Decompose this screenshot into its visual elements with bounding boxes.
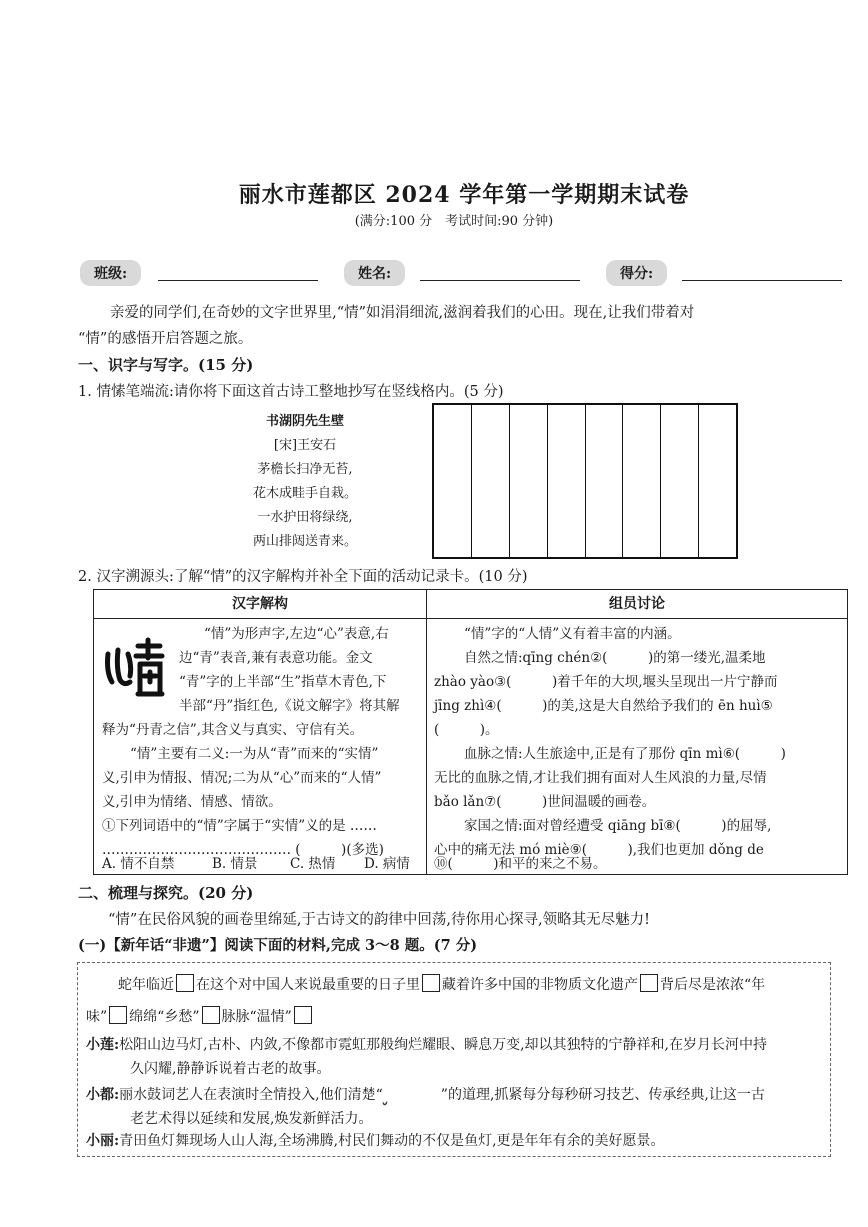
- card-col2-header: 组员讨论: [609, 596, 665, 612]
- left-text: 义,引申为情绪、情感、情欲。: [102, 794, 282, 810]
- left-text: “青”字的上半部“生”指草木青色,下: [179, 674, 387, 690]
- right-text: 血脉之情:人生旅途中,正是有了那份 qīn mì⑥( ): [464, 746, 786, 762]
- punctuation-box[interactable]: [109, 1006, 127, 1024]
- exam-title: 丽水市莲都区 2024 学年第一学期期末试卷: [238, 182, 690, 208]
- speaker-name: 小丽:: [86, 1133, 120, 1149]
- right-text: 家国之情:面对曾经遭受 qiāng bī⑧( )的屈辱,: [464, 818, 772, 834]
- poem-line: 一水护田将绿绕,: [257, 510, 353, 525]
- class-input-line[interactable]: [158, 258, 318, 281]
- subquestion-1: ①下列词语中的“情”字属于“实情”义的是 ……: [102, 818, 377, 834]
- question-1: 1. 情愫笔端流:请你将下面这首古诗工整地抄写在竖线格内。(5 分): [78, 384, 504, 400]
- option-d[interactable]: D. 病情: [364, 856, 410, 872]
- punctuation-box[interactable]: [176, 974, 194, 992]
- section2-intro: “情”在民俗风貌的画卷里绵延,于古诗文的韵律中回荡,待你用心探寻,领略其无尽魅力!: [108, 912, 650, 928]
- section1-heading: 一、识字与写字。(15 分): [78, 356, 254, 374]
- class-label: 班级:: [80, 260, 141, 286]
- segment: 味”: [86, 1009, 108, 1025]
- segment: 在这个对中国人来说最重要的日子里: [196, 977, 420, 993]
- segment: ”的道理,抓紧每分每秒研习技艺、传承经典,让这一古: [440, 1087, 765, 1103]
- right-text: 心中的痛无法 mó miè⑨( ),我们也更加 dǒng de: [434, 842, 764, 858]
- left-text: 义,引申为情报、情况;二为从“心”而来的“人情”: [102, 770, 382, 786]
- punctuation-box[interactable]: [202, 1006, 220, 1024]
- segment: 背后尽是浓浓“年: [660, 977, 766, 993]
- segment: 脉脉“温情”: [221, 1009, 292, 1025]
- speaker-name: 小都:: [86, 1087, 120, 1103]
- grid-column[interactable]: [548, 405, 586, 557]
- right-text: zhào yào③( )着千年的大坝,堰头呈现出一片宁静而: [434, 674, 778, 690]
- copy-grid[interactable]: [432, 403, 738, 559]
- exam-subtitle: (满分:100 分 考试时间:90 分钟): [354, 214, 554, 229]
- subquestion-1-answer-line[interactable]: …………………………………… ( )(多选): [102, 842, 384, 858]
- left-text: “情”主要有二义:一为从“青”而来的“实情”: [130, 746, 379, 762]
- name-label: 姓名:: [344, 260, 405, 286]
- punctuation-box[interactable]: [640, 974, 658, 992]
- lian-line-2: 久闪耀,静静诉说着古老的故事。: [130, 1061, 331, 1077]
- part1-heading: (一)【新年话“非遗”】阅读下面的材料,完成 3～8 题。(7 分): [78, 937, 478, 954]
- poem-line: 两山排闼送青来。: [252, 534, 357, 549]
- grid-column[interactable]: [699, 405, 736, 557]
- option-a[interactable]: A. 情不自禁: [102, 856, 175, 872]
- right-text: ( )。: [434, 722, 499, 738]
- left-text: 释为“丹青之信”,其含义与真实、守信有关。: [102, 722, 364, 738]
- grid-column[interactable]: [623, 405, 661, 557]
- segment: 丽水鼓词艺人在表演时全情投入,他们清楚“: [119, 1087, 383, 1103]
- question-2: 2. 汉字溯源头:了解“情”的汉字解构并补全下面的活动记录卡。(10 分): [78, 569, 528, 585]
- activity-card: [93, 589, 848, 875]
- option-c[interactable]: C. 热情: [290, 856, 336, 872]
- right-text: 自然之情:qīng chén②( )的第一缕光,温柔地: [464, 650, 766, 666]
- intro-line-2: “情”的感悟开启答题之旅。: [78, 331, 253, 347]
- score-input-line[interactable]: [682, 258, 842, 281]
- grid-column[interactable]: [586, 405, 624, 557]
- du-line-1: [86, 1083, 765, 1107]
- left-text: 边“青”表音,兼有表意功能。金文: [179, 650, 373, 666]
- right-text: jīng zhì④( )的美,这是大自然给予我们的 ēn huì⑤: [434, 698, 773, 714]
- right-text: bǎo lǎn⑦( )世间温暖的画卷。: [434, 794, 656, 810]
- speaker-name: 小莲:: [86, 1037, 120, 1053]
- grid-column[interactable]: [472, 405, 510, 557]
- segment: 蛇年临近: [118, 977, 174, 993]
- poem-line: 花木成畦手自栽。: [252, 486, 357, 501]
- lian-line-1: [86, 1033, 767, 1057]
- option-b[interactable]: B. 情景: [212, 856, 258, 872]
- right-text: ⑩( )和平的来之不易。: [434, 856, 607, 872]
- segment: 松阳山边马灯,古朴、内敛,不像都市霓虹那般绚烂耀眼、瞬息万变,却以其独特的宁静祥和,在岁月长河中持: [119, 1037, 767, 1053]
- score-label: 得分:: [606, 260, 667, 286]
- li-line-1: [86, 1129, 665, 1153]
- grid-column[interactable]: [510, 405, 548, 557]
- poem-title: 书湖阴先生壁: [265, 414, 344, 429]
- section2-heading: 二、梳理与探究。(20 分): [78, 884, 254, 902]
- blank-wavy[interactable]: [383, 1083, 441, 1107]
- card-col1-header: 汉字解构: [232, 596, 288, 612]
- jinwen-qing-glyph-icon: [102, 632, 170, 700]
- segment: 藏着许多中国的非物质文化遗产: [442, 977, 638, 993]
- left-text: “情”为形声字,左边“心”表意,右: [204, 626, 389, 642]
- du-line-2: 老艺术得以延续和发展,焕发新鲜活力。: [130, 1111, 373, 1127]
- poem: [240, 410, 370, 554]
- segment: 青田鱼灯舞现场人山人海,全场沸腾,村民们舞动的不仅是鱼灯,更是年年有余的美好愿景。: [119, 1133, 665, 1149]
- right-text: “情”字的“人情”义有着丰富的内涵。: [464, 626, 681, 642]
- grid-column[interactable]: [661, 405, 699, 557]
- poem-line: 茅檐长扫净无苔,: [257, 462, 353, 477]
- left-text: 半部“丹”指红色,《说文解字》将其解: [179, 698, 400, 714]
- material-line-1: [118, 973, 765, 997]
- right-text: 无比的血脉之情,才让我们拥有面对人生风浪的力量,尽情: [434, 770, 767, 786]
- segment: 绵绵“乡愁”: [129, 1009, 200, 1025]
- punctuation-box[interactable]: [422, 974, 440, 992]
- card-divider: [426, 590, 427, 874]
- punctuation-box[interactable]: [294, 1006, 312, 1024]
- intro-line-1: 亲爱的同学们,在奇妙的文字世界里,“情”如涓涓细流,滋润着我们的心田。现在,让我们带着对: [110, 305, 695, 321]
- poem-author: [宋]王安石: [273, 438, 337, 453]
- material-box: [77, 962, 831, 1157]
- name-input-line[interactable]: [420, 258, 580, 281]
- grid-column[interactable]: [434, 405, 472, 557]
- material-line-2: [86, 1005, 314, 1029]
